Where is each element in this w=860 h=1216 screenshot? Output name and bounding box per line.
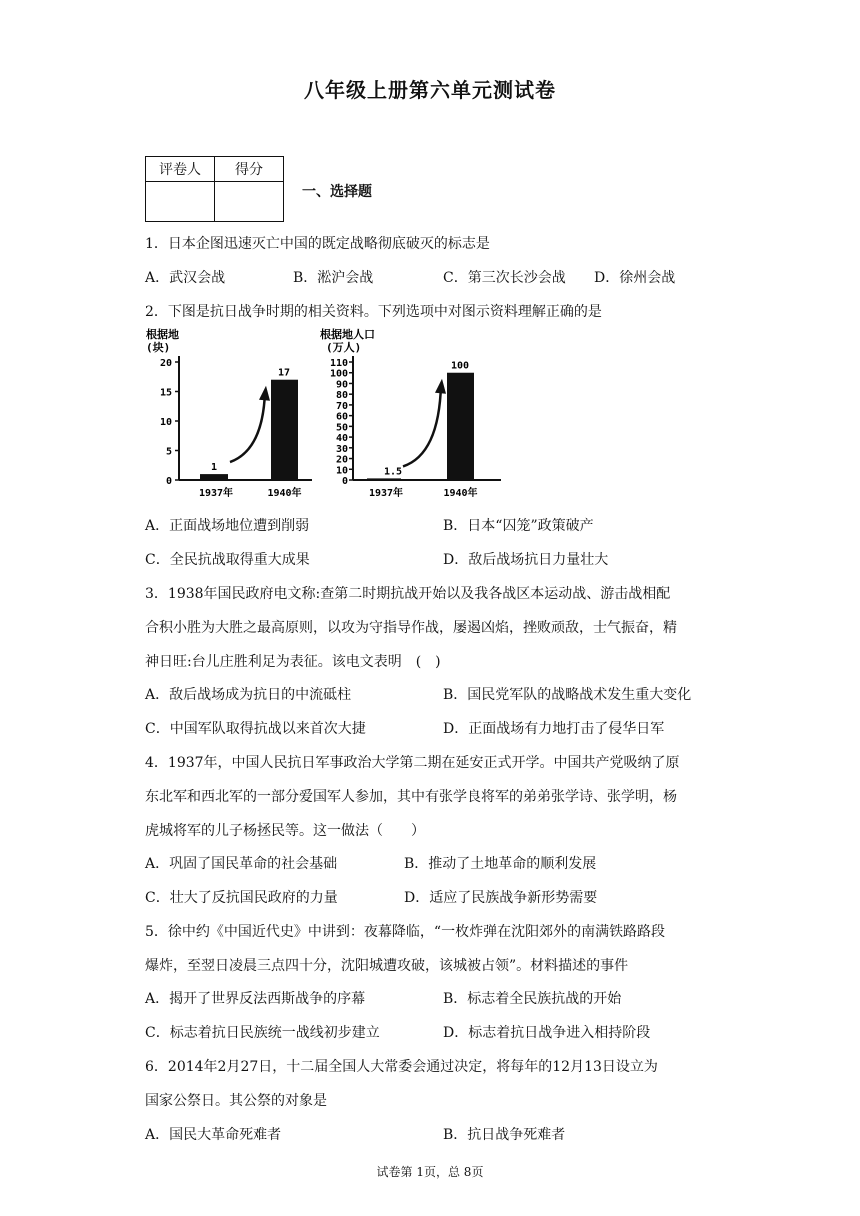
- question-3-option-d[interactable]: D．正面战场有力地打击了侵华日军: [443, 721, 665, 737]
- page-title: 八年级上册第六单元测试卷: [304, 78, 556, 102]
- chart-2-ylabel-line2: (万人): [326, 341, 362, 354]
- chart-1-ylabel-line2: (块): [146, 341, 171, 354]
- y-tick-label: 10: [335, 465, 348, 477]
- question-3-option-a[interactable]: A．敌后战场成为抗日的中流砥柱: [145, 687, 352, 703]
- y-tick-label: 90: [335, 379, 348, 391]
- bar-1937年: [367, 478, 401, 480]
- question-4-option-d[interactable]: D．适应了民族战争新形势需要: [404, 890, 598, 906]
- y-tick-label: 0: [341, 476, 348, 487]
- bases-population-chart: [318, 324, 508, 500]
- y-tick-label: 50: [335, 422, 348, 434]
- y-tick-label: 15: [159, 387, 172, 399]
- question-5-line-2: 爆炸，至翌日凌晨三点四十分，沈阳城遭攻破，该城被占领”。材料描述的事件: [145, 958, 629, 974]
- section-title: 一、选择题: [302, 184, 372, 200]
- score-cell[interactable]: [215, 182, 284, 222]
- question-2-option-c[interactable]: C．全民抗战取得重大成果: [145, 552, 310, 568]
- category-label: 1940年: [267, 488, 302, 499]
- y-tick-label: 80: [335, 390, 348, 402]
- page-footer: 试卷第 1页，总 8页: [376, 1165, 484, 1179]
- y-tick-label: 100: [329, 368, 348, 380]
- bar-1940年: [271, 380, 298, 480]
- y-tick-label: 20: [159, 358, 172, 369]
- y-tick-label: 30: [335, 443, 348, 455]
- score-header: 得分: [215, 157, 284, 182]
- question-5-option-d[interactable]: D．标志着抗日战争进入相持阶段: [443, 1025, 651, 1041]
- question-1-option-d[interactable]: D．徐州会战: [594, 270, 676, 286]
- question-1-option-b[interactable]: B．淞沪会战: [293, 270, 374, 286]
- arrow-head: [435, 379, 446, 394]
- bar-value-label: 1.5: [383, 466, 403, 478]
- y-tick-label: 0: [165, 476, 172, 487]
- question-2-stem: 2．下图是抗日战争时期的相关资料。下列选项中对图示资料理解正确的是: [145, 304, 602, 320]
- y-tick-label: 70: [335, 400, 348, 412]
- chart-1-ylabel-line1: 根据地: [146, 328, 179, 341]
- question-2-option-a[interactable]: A．正面战场地位遭到削弱: [145, 518, 310, 534]
- bar-1937年: [200, 474, 228, 480]
- question-4-option-c[interactable]: C．壮大了反抗国民政府的力量: [145, 890, 338, 906]
- question-1-option-a[interactable]: A．武汉会战: [145, 270, 226, 286]
- question-1-option-c[interactable]: C．第三次长沙会战: [443, 270, 566, 286]
- y-tick-label: 60: [335, 411, 348, 423]
- question-1-stem: 1．日本企图迅速灭亡中国的既定战略彻底破灭的标志是: [145, 236, 490, 252]
- y-tick-label: 5: [165, 446, 172, 458]
- question-4-option-b[interactable]: B．推动了土地革命的顺利发展: [404, 856, 597, 872]
- y-tick-label: 110: [329, 358, 348, 369]
- bases-count-chart: [142, 324, 322, 500]
- question-6-option-a[interactable]: A．国民大革命死难者: [145, 1127, 282, 1143]
- question-2-option-b[interactable]: B．日本“囚笼”政策破产: [443, 518, 594, 534]
- grader-cell[interactable]: [146, 182, 215, 222]
- question-4-line-2: 东北军和西北军的一部分爱国军人参加，其中有张学良将军的弟弟张学诗、张学明，杨: [145, 789, 677, 805]
- question-6-line-2: 国家公祭日。其公祭的对象是: [145, 1093, 327, 1109]
- bar-value-label: 1: [210, 462, 218, 474]
- bar-value-label: 17: [277, 367, 291, 379]
- category-label: 1937年: [198, 488, 234, 499]
- score-table: [145, 156, 284, 222]
- question-4-line-3: 虎城将军的儿子杨拯民等。这一做法（ ）: [145, 823, 425, 839]
- question-4-option-a[interactable]: A．巩固了国民革命的社会基础: [145, 856, 338, 872]
- question-5-line-1: 5．徐中约《中国近代史》中讲到：夜幕降临，“一枚炸弹在沈阳郊外的南满铁路路段: [145, 924, 666, 940]
- category-label: 1937年: [368, 488, 404, 499]
- bar-1940年: [447, 373, 474, 480]
- bar-value-label: 100: [450, 360, 470, 372]
- question-6-line-1: 6．2014年2月27日，十二届全国人大常委会通过决定，将每年的12月13日设立为: [145, 1059, 658, 1075]
- question-3-option-b[interactable]: B．国民党军队的战略战术发生重大变化: [443, 687, 692, 703]
- question-5-option-c[interactable]: C．标志着抗日民族统一战线初步建立: [145, 1025, 380, 1041]
- question-5-option-a[interactable]: A．揭开了世界反法西斯战争的序幕: [145, 991, 366, 1007]
- category-label: 1940年: [443, 488, 478, 499]
- growth-arrow: [230, 392, 265, 462]
- question-3-line-2: 合积小胜为大胜之最高原则，以攻为守指导作战，屡遏凶焰，挫败顽敌，士气振奋，精: [145, 620, 677, 636]
- question-3-line-3: 神日旺:台儿庄胜利足为表征。该电文表明 ( ): [145, 654, 441, 670]
- question-6-option-b[interactable]: B．抗日战争死难者: [443, 1127, 566, 1143]
- question-4-line-1: 4．1937年，中国人民抗日军事政治大学第二期在延安正式开学。中国共产党吸纳了原: [145, 755, 680, 771]
- grader-header: 评卷人: [146, 157, 215, 182]
- chart-2-ylabel-line1: 根据地人口: [320, 328, 375, 341]
- y-tick-label: 40: [335, 433, 348, 445]
- y-tick-label: 20: [335, 454, 348, 466]
- question-3-line-1: 3．1938年国民政府电文称:查第二时期抗战开始以及我各战区本运动战、游击战相配: [145, 586, 671, 602]
- question-3-option-c[interactable]: C．中国军队取得抗战以来首次大捷: [145, 721, 366, 737]
- question-2-option-d[interactable]: D．敌后战场抗日力量壮大: [443, 552, 609, 568]
- y-tick-label: 10: [159, 417, 172, 428]
- arrow-head: [259, 386, 270, 401]
- growth-arrow: [403, 385, 441, 467]
- question-5-option-b[interactable]: B．标志着全民族抗战的开始: [443, 991, 622, 1007]
